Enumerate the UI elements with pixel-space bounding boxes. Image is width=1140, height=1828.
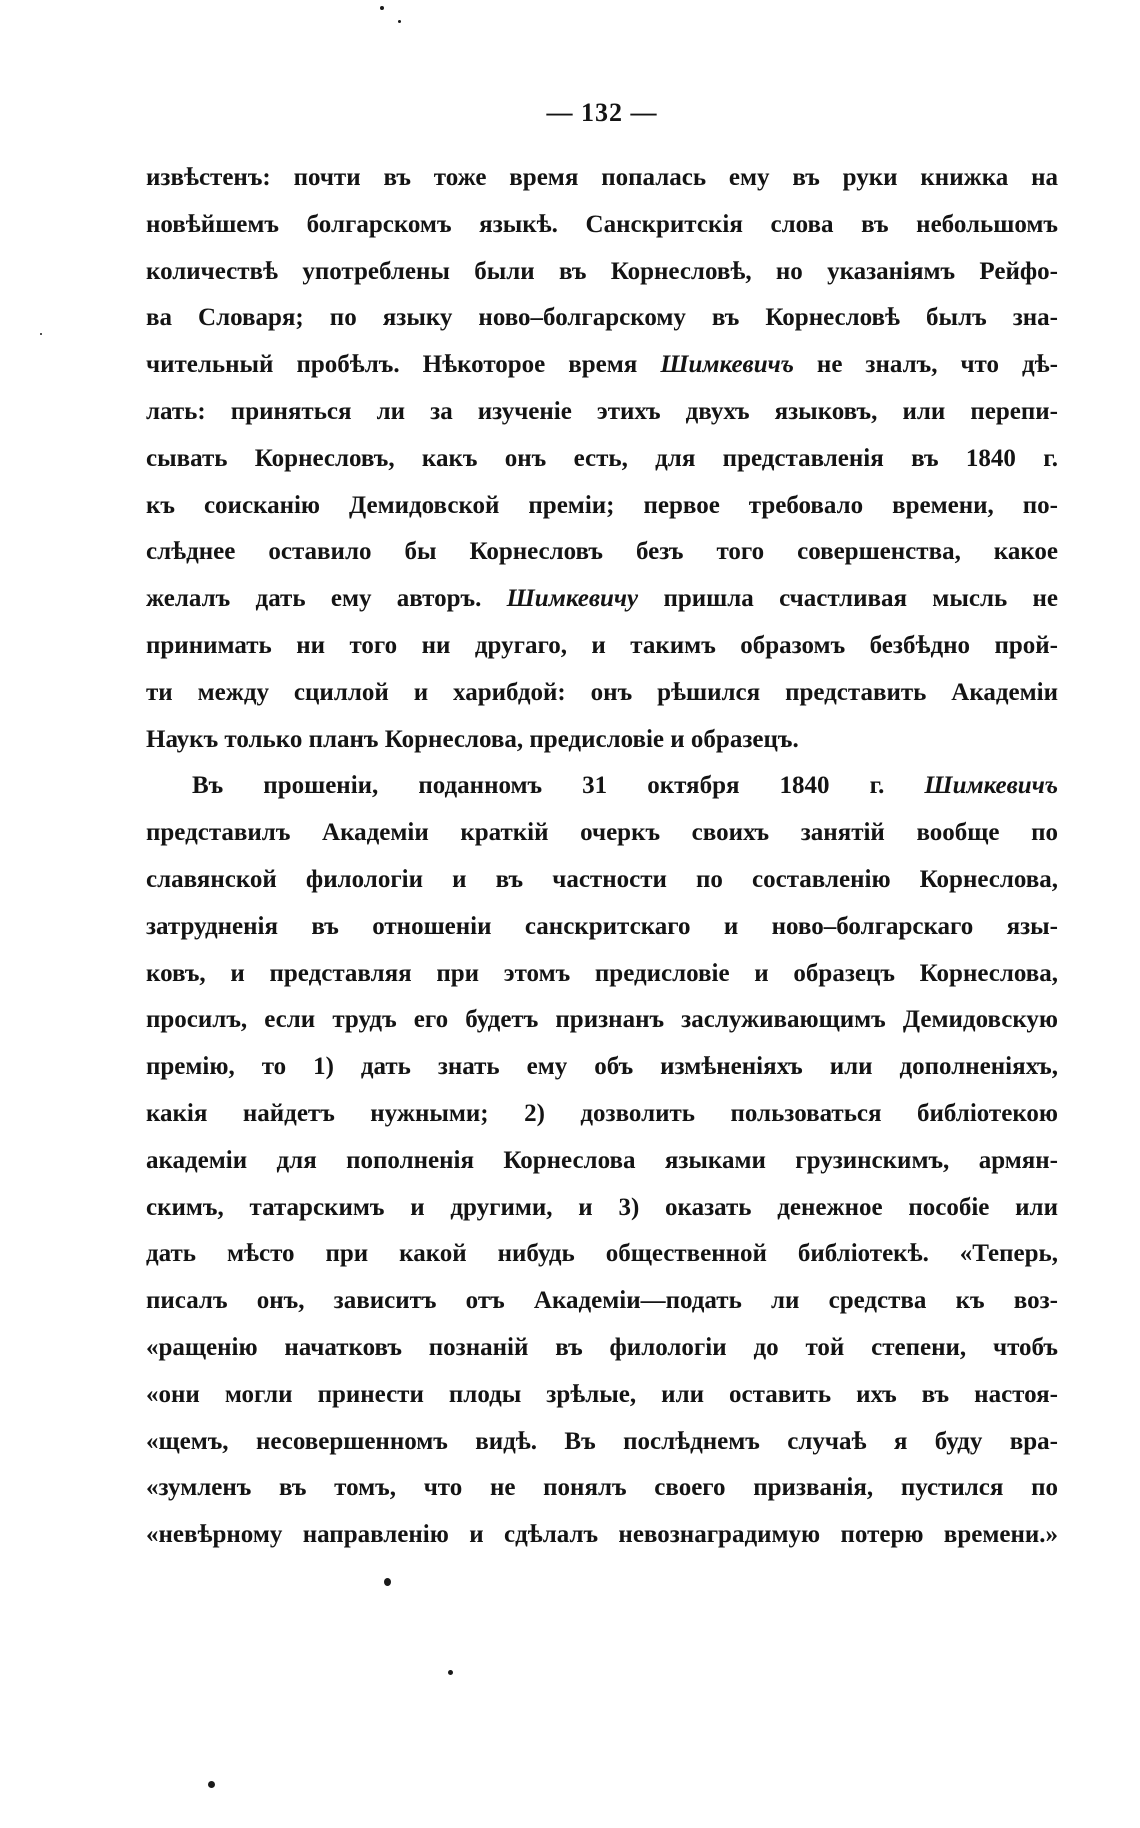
text-line: академіи для пополненія Корнеслова языками грузинскимъ, армян- — [146, 1146, 1058, 1174]
scan-speck — [398, 20, 401, 23]
text-line: премію, то 1) дать знать ему объ измѣненіяхъ или дополненіяхъ, — [146, 1053, 1058, 1081]
text-line: лать: приняться ли за изученіе этихъ двухъ языковъ, или перепи- — [146, 397, 1058, 425]
italic-name: Шимкевичу — [506, 585, 639, 613]
scan-speck — [380, 6, 384, 10]
text-segment: не зналъ, что дѣ- — [793, 351, 1058, 379]
text-line: ковъ, и представляя при этомъ предисловіе и образецъ Корнеслова, — [146, 959, 1058, 987]
text-line: какія найдетъ нужными; 2) дозволить пользоваться библіотекою — [146, 1099, 1058, 1127]
text-segment: Въ прошеніи, поданномъ 31 октября 1840 г. — [192, 772, 925, 800]
text-line: новѣйшемъ болгарскомъ языкѣ. Санскритскія слова въ небольшомъ — [146, 210, 1058, 238]
text-line: извѣстенъ: почти въ тоже время попалась ему въ руки книжка на — [146, 164, 1058, 191]
text-line: «зумленъ въ томъ, что не понялъ своего призванія, пустился по — [146, 1474, 1058, 1502]
scan-speck — [40, 333, 42, 335]
text-line: сывать Корнесловъ, какъ онъ есть, для представленія въ 1840 г. — [146, 444, 1058, 472]
text-line: принимать ни того ни другаго, и такимъ образомъ безбѣдно прой- — [146, 631, 1058, 659]
text-segment: пришла счастливая мысль не — [638, 585, 1058, 613]
text-segment: чительный пробѣлъ. Нѣкоторое время — [146, 351, 661, 379]
paragraph-1 — [146, 155, 1058, 763]
text-line: писалъ онъ, зависитъ отъ Академіи—подать ли средства къ воз- — [146, 1287, 1058, 1315]
text-line — [146, 763, 1058, 810]
text-line: дать мѣсто при какой нибудь общественной библіотекѣ. «Теперь, — [146, 1240, 1058, 1268]
text-line — [146, 576, 1058, 623]
text-line: скимъ, татарскимъ и другими, и 3) оказать денежное пособіе или — [146, 1193, 1058, 1221]
text-line: затрудненія въ отношеніи санскритскаго и ново–болгарскаго язы- — [146, 912, 1058, 940]
text-line: ва Словаря; по языку ново–болгарскому въ Корнесловѣ былъ зна- — [146, 304, 1058, 332]
text-line: Наукъ только планъ Корнеслова, предисловіе и образецъ. — [146, 725, 799, 753]
text-line: «невѣрному направленію и сдѣлалъ невознаградимую потерю времени.» — [146, 1521, 1058, 1549]
text-segment: желалъ дать ему авторъ. — [146, 585, 507, 613]
text-line: «ращенію начатковъ познаній въ филологіи до той степени, чтобъ — [146, 1333, 1058, 1361]
text-line: представилъ Академіи краткій очеркъ своихъ занятій вообще по — [146, 819, 1058, 847]
text-line: слѣднее оставило бы Корнесловъ безъ того совершенства, какое — [146, 538, 1058, 566]
page-body-text — [146, 155, 1058, 1559]
text-line: просилъ, если трудъ его будетъ признанъ заслуживающимъ Демидовскую — [146, 1006, 1058, 1034]
text-line: «щемъ, несовершенномъ видѣ. Въ послѣднемъ случаѣ я буду вра- — [146, 1427, 1058, 1455]
text-line: славянской филологіи и въ частности по составленію Корнеслова, — [146, 865, 1058, 893]
text-line: ти между сциллой и харибдой: онъ рѣшился представить Академіи — [146, 678, 1058, 706]
scan-speck — [208, 1781, 215, 1788]
italic-name: Шимкевичъ — [924, 772, 1058, 800]
page-number: — 132 — — [546, 98, 658, 127]
text-line: къ соисканію Демидовской преміи; первое требовало времени, по- — [146, 491, 1058, 519]
paragraph-2 — [146, 763, 1058, 1559]
scan-speck — [448, 1670, 453, 1675]
scan-speck — [384, 1578, 391, 1586]
text-line: «они могли принести плоды зрѣлые, или оставить ихъ въ настоя- — [146, 1380, 1058, 1408]
italic-name: Шимкевичъ — [660, 351, 794, 379]
text-line — [146, 342, 1058, 389]
text-line: количествѣ употреблены были въ Корнесловѣ, но указаніямъ Рейфо- — [146, 257, 1058, 285]
